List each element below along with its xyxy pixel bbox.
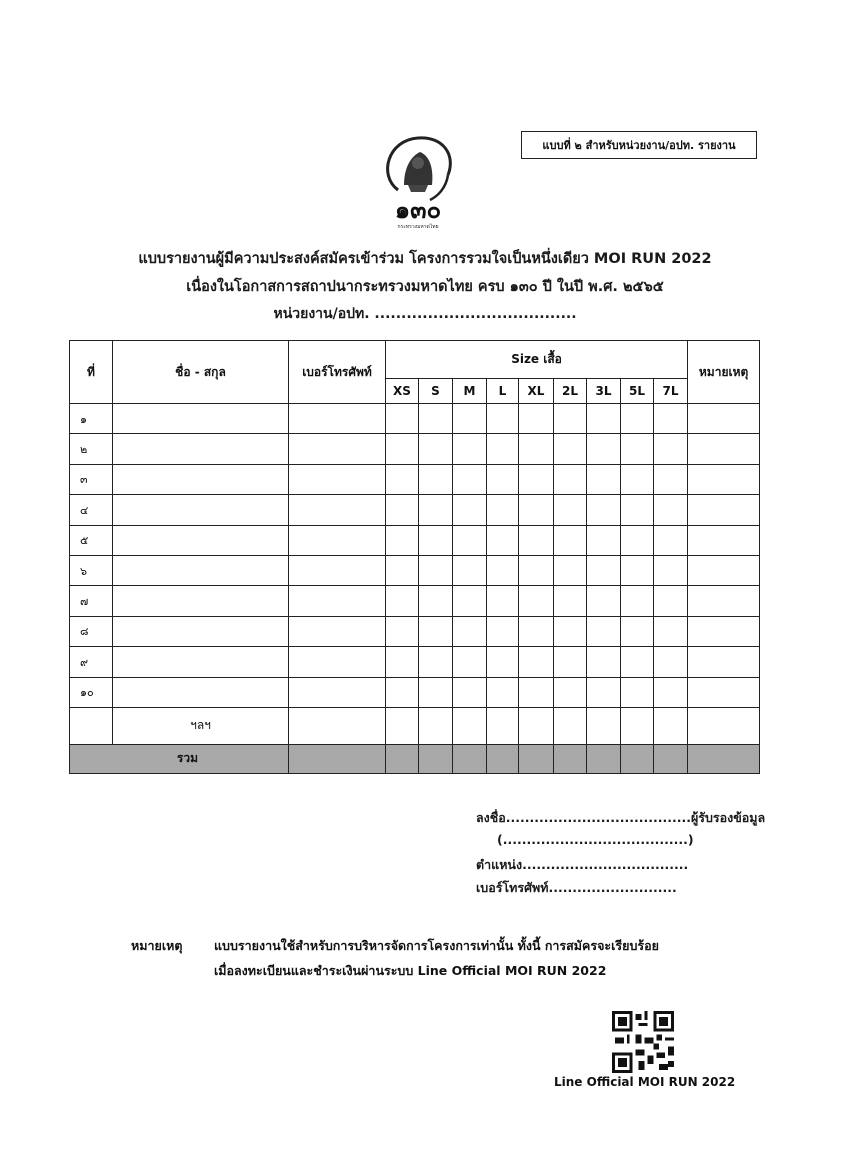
table-cell	[621, 434, 654, 464]
table-cell	[289, 555, 386, 585]
table-cell	[688, 677, 760, 707]
header-size-s: S	[419, 379, 453, 404]
table-cell	[487, 616, 519, 646]
table-cell	[688, 495, 760, 525]
table-cell	[113, 555, 289, 585]
table-cell	[654, 525, 688, 555]
title-line-2: เนื่องในโอกาสการสถาปนากระทรวงมหาดไทย ครบ ๑๓๐ ปี ในปี พ.ศ. ๒๕๖๕	[186, 279, 664, 295]
etc-row	[70, 707, 760, 744]
table-cell	[289, 647, 386, 677]
table-cell	[113, 525, 289, 555]
table-cell	[419, 647, 453, 677]
table-cell	[654, 464, 688, 494]
table-cell	[419, 434, 453, 464]
header-remark: หมายเหตุ	[688, 341, 760, 404]
table-row	[70, 677, 760, 707]
table-cell	[519, 464, 554, 494]
table-cell	[554, 616, 587, 646]
table-cell	[688, 404, 760, 434]
total-cell	[487, 744, 519, 773]
row-number: ๓	[70, 464, 113, 494]
table-row	[70, 616, 760, 646]
table-cell	[487, 495, 519, 525]
table-cell	[554, 404, 587, 434]
table-cell	[113, 586, 289, 616]
total-cell	[453, 744, 487, 773]
total-cell	[289, 744, 386, 773]
table-cell	[386, 495, 419, 525]
header-size-xl: XL	[519, 379, 554, 404]
agency-line: หน่วยงาน/อปท. ......................................	[273, 306, 577, 322]
table-cell	[386, 586, 419, 616]
table-cell	[654, 404, 688, 434]
table-cell	[621, 495, 654, 525]
table-cell	[654, 707, 688, 744]
table-cell	[113, 404, 289, 434]
row-number: ๕	[70, 525, 113, 555]
note-line-2: เมื่อลงทะเบียนและชำระเงินผ่านระบบ Line Official MOI RUN 2022	[214, 963, 607, 978]
total-cell	[654, 744, 688, 773]
signature-phone-line: เบอร์โทรศัพท์...........................	[476, 880, 677, 895]
table-cell	[519, 647, 554, 677]
table-cell	[554, 495, 587, 525]
table-cell	[289, 586, 386, 616]
total-row	[70, 744, 760, 773]
title-line-1: แบบรายงานผู้มีความประสงค์สมัครเข้าร่วม โครงการรวมใจเป็นหนึ่งเดียว MOI RUN 2022	[138, 251, 712, 267]
table-cell	[487, 586, 519, 616]
table-cell	[654, 677, 688, 707]
table-cell	[554, 647, 587, 677]
header-no: ที่	[70, 341, 113, 404]
table-row	[70, 464, 760, 494]
table-cell	[113, 464, 289, 494]
table-cell	[453, 495, 487, 525]
row-number: ๘	[70, 616, 113, 646]
table-cell	[386, 404, 419, 434]
table-cell	[453, 434, 487, 464]
table-cell	[688, 707, 760, 744]
table-cell	[688, 525, 760, 555]
table-cell	[419, 404, 453, 434]
table-cell	[113, 677, 289, 707]
table-cell	[554, 555, 587, 585]
table-cell	[519, 677, 554, 707]
table-cell	[453, 707, 487, 744]
table-cell	[688, 434, 760, 464]
note-line-1: แบบรายงานใช้สำหรับการบริหารจัดการโครงการเท่านั้น ทั้งนี้ การสมัครจะเรียบร้อย	[214, 938, 659, 953]
table-cell	[113, 616, 289, 646]
table-cell	[289, 616, 386, 646]
table-cell	[419, 677, 453, 707]
table-cell	[688, 555, 760, 585]
table-cell	[386, 525, 419, 555]
table-cell	[519, 404, 554, 434]
table-cell	[419, 495, 453, 525]
table-cell	[386, 464, 419, 494]
table-cell	[487, 555, 519, 585]
table-cell	[554, 586, 587, 616]
table-cell	[519, 525, 554, 555]
table-cell	[654, 495, 688, 525]
table-cell	[654, 647, 688, 677]
table-cell	[587, 525, 621, 555]
table-row	[70, 434, 760, 464]
note-label: หมายเหตุ	[131, 938, 183, 953]
qr-code-icon	[612, 1011, 674, 1073]
total-cell	[419, 744, 453, 773]
table-row	[70, 647, 760, 677]
table-cell	[453, 525, 487, 555]
header-size-l: L	[487, 379, 519, 404]
total-cell	[386, 744, 419, 773]
table-cell	[487, 525, 519, 555]
table-cell	[289, 495, 386, 525]
table-cell	[554, 525, 587, 555]
table-cell	[621, 555, 654, 585]
header-size-2l: 2L	[554, 379, 587, 404]
table-cell	[70, 707, 113, 744]
total-cell	[519, 744, 554, 773]
table-cell	[587, 404, 621, 434]
header-name: ชื่อ - สกุล	[113, 341, 289, 404]
table-cell	[487, 434, 519, 464]
table-cell	[587, 555, 621, 585]
table-cell	[453, 464, 487, 494]
ministry-logo-icon	[368, 130, 468, 230]
row-number: ๑๐	[70, 677, 113, 707]
table-cell	[587, 495, 621, 525]
total-label: รวม	[70, 744, 289, 773]
logo-text: ๑๓๐	[394, 195, 442, 224]
table-cell	[587, 464, 621, 494]
table-cell	[113, 495, 289, 525]
header-size-5l: 5L	[621, 379, 654, 404]
table-cell	[621, 677, 654, 707]
table-cell	[554, 677, 587, 707]
table-cell	[453, 647, 487, 677]
total-cell	[587, 744, 621, 773]
table-cell	[519, 555, 554, 585]
table-cell	[654, 586, 688, 616]
table-cell	[419, 525, 453, 555]
table-cell	[587, 616, 621, 646]
table-cell	[587, 647, 621, 677]
header-size-xs: XS	[386, 379, 419, 404]
table-cell	[519, 707, 554, 744]
table-cell	[688, 586, 760, 616]
table-cell	[554, 707, 587, 744]
table-cell	[688, 464, 760, 494]
row-number: ๖	[70, 555, 113, 585]
table-cell	[519, 434, 554, 464]
table-cell	[587, 707, 621, 744]
row-number: ๙	[70, 647, 113, 677]
table-cell	[654, 434, 688, 464]
table-cell	[453, 586, 487, 616]
table-cell	[453, 404, 487, 434]
table-cell	[419, 586, 453, 616]
table-cell	[688, 647, 760, 677]
table-cell	[289, 464, 386, 494]
total-cell	[621, 744, 654, 773]
logo-caption: กระทรวงมหาดไทย	[397, 224, 439, 230]
table-row	[70, 525, 760, 555]
header-phone: เบอร์โทรศัพท์	[289, 341, 386, 404]
table-cell	[487, 464, 519, 494]
table-row	[70, 586, 760, 616]
form-code-box: แบบที่ ๒ สำหรับหน่วยงาน/อปท. รายงาน	[521, 131, 757, 159]
table-cell	[487, 677, 519, 707]
table-cell	[453, 616, 487, 646]
table-cell	[487, 404, 519, 434]
table-cell	[688, 616, 760, 646]
table-row	[70, 495, 760, 525]
table-cell	[621, 404, 654, 434]
table-cell	[289, 404, 386, 434]
table-cell	[289, 434, 386, 464]
table-cell	[621, 464, 654, 494]
table-cell	[519, 616, 554, 646]
table-cell	[587, 677, 621, 707]
signature-line: ลงชื่อ.......................................ผู้รับรองข้อมูล	[476, 810, 766, 825]
header-size-7l: 7L	[654, 379, 688, 404]
qr-caption: Line Official MOI RUN 2022	[554, 1075, 736, 1089]
table-cell	[621, 707, 654, 744]
table-cell	[519, 586, 554, 616]
table-cell	[113, 647, 289, 677]
table-cell	[386, 707, 419, 744]
etc-label: ฯลฯ	[113, 707, 289, 744]
table-cell	[289, 525, 386, 555]
table-cell	[419, 555, 453, 585]
table-cell	[386, 677, 419, 707]
table-cell	[386, 434, 419, 464]
registration-table	[69, 340, 760, 774]
table-cell	[386, 647, 419, 677]
signature-position-line: ตำแหน่ง...................................	[476, 857, 689, 872]
row-number: ๔	[70, 495, 113, 525]
table-cell	[587, 434, 621, 464]
signature-name-line: (.......................................)	[497, 832, 694, 847]
table-row	[70, 555, 760, 585]
table-cell	[621, 616, 654, 646]
table-cell	[289, 707, 386, 744]
table-cell	[386, 616, 419, 646]
row-number: ๑	[70, 404, 113, 434]
table-cell	[654, 555, 688, 585]
table-row	[70, 404, 760, 434]
table-cell	[621, 647, 654, 677]
table-cell	[554, 434, 587, 464]
table-cell	[554, 464, 587, 494]
table-cell	[419, 707, 453, 744]
table-cell	[654, 616, 688, 646]
table-cell	[113, 434, 289, 464]
table-cell	[621, 586, 654, 616]
total-cell	[688, 744, 760, 773]
table-cell	[419, 616, 453, 646]
table-cell	[289, 677, 386, 707]
table-cell	[519, 495, 554, 525]
row-number: ๒	[70, 434, 113, 464]
table-cell	[419, 464, 453, 494]
row-number: ๗	[70, 586, 113, 616]
table-cell	[453, 555, 487, 585]
header-size-group: Size เสื้อ	[386, 341, 688, 379]
table-cell	[487, 647, 519, 677]
header-size-3l: 3L	[587, 379, 621, 404]
table-cell	[453, 677, 487, 707]
table-cell	[587, 586, 621, 616]
header-size-m: M	[453, 379, 487, 404]
table-cell	[621, 525, 654, 555]
total-cell	[554, 744, 587, 773]
table-cell	[386, 555, 419, 585]
table-cell	[487, 707, 519, 744]
